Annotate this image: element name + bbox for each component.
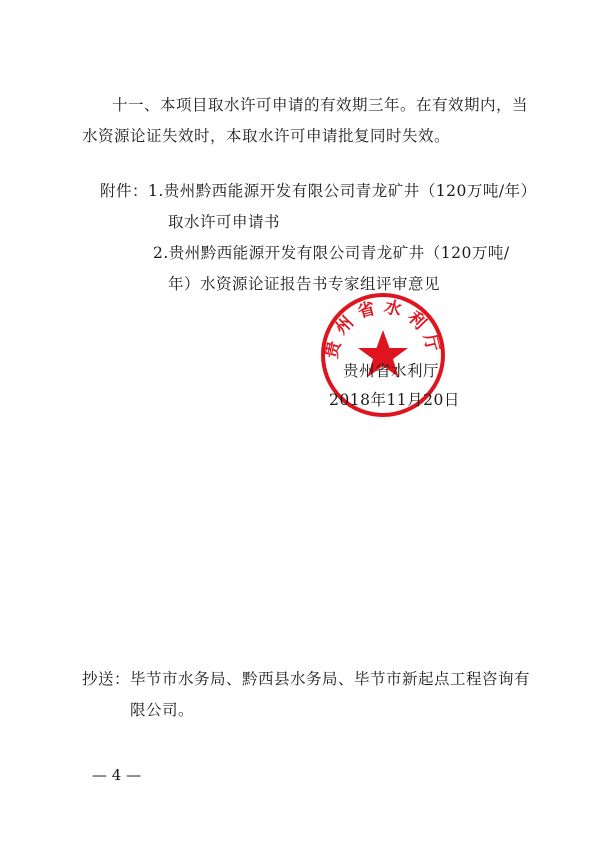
signature-org: 贵州省水利厅 — [343, 362, 440, 380]
attachments-label: 附件： — [100, 182, 149, 200]
cc-label: 抄送： — [82, 670, 131, 688]
cc-block — [82, 667, 530, 689]
attachment-2-line-1: 2.贵州黔西能源开发有限公司青龙矿井（120万吨/ — [153, 244, 510, 262]
attachment-1-line-2: 取水许可申请书 — [168, 213, 281, 231]
clause-line-1: 十一、本项目取水许可申请的有效期三年。在有效期内，当 — [112, 96, 529, 114]
attachments-block — [100, 179, 537, 201]
cc-line-2: 限公司。 — [130, 701, 195, 719]
cc-line-1: 毕节市水务局、黔西县水务局、毕节市新起点工程咨询有 — [130, 670, 531, 688]
attachment-2-line-2: 年）水资源论证报告书专家组评审意见 — [168, 275, 441, 293]
attachment-1-line-1: 1.贵州黔西能源开发有限公司青龙矿井（120万吨/年） — [148, 182, 537, 200]
clause-line-2: 水资源论证失效时，本取水许可申请批复同时失效。 — [82, 127, 451, 145]
signature-date: 2018年11月20日 — [329, 391, 460, 409]
svg-text:贵州省水利厅: 贵州省水利厅 — [321, 296, 445, 361]
page-number: — 4 — — [92, 766, 142, 784]
